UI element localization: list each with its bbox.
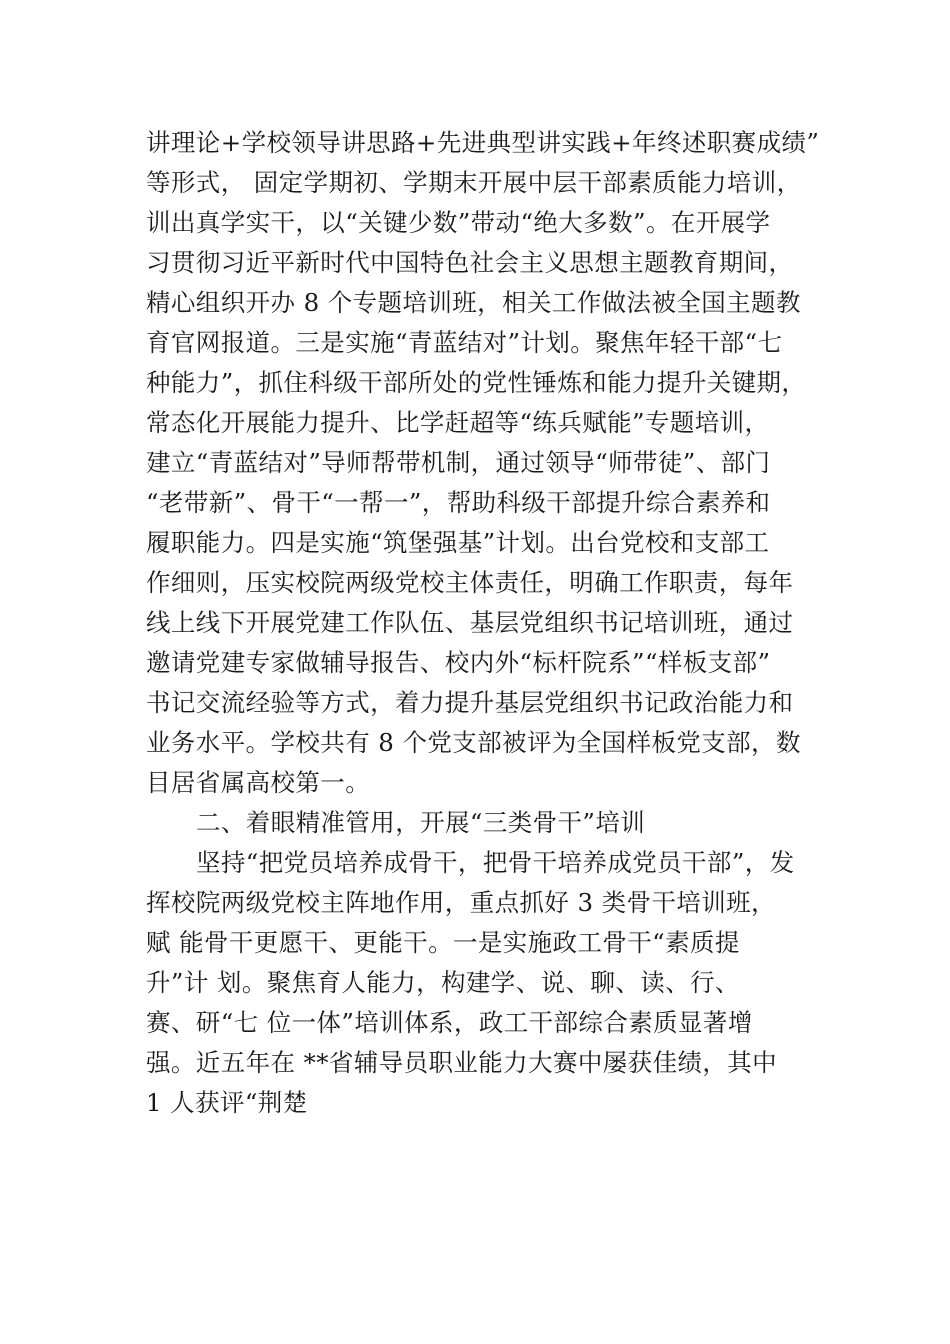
paragraph-line: 常态化开展能力提升、比学赶超等“练兵赋能”专题培训， <box>146 408 770 437</box>
paragraph-line: 目居省属高校第一。 <box>146 768 371 797</box>
paragraph-line: 种能力”，抓住科级干部所处的党性锤炼和能力提升关键期， <box>146 368 807 397</box>
paragraph-line: 挥校院两级党校主阵地作用，重点抓好 3 类骨干培训班， <box>146 888 776 917</box>
paragraph-line: 书记交流经验等方式，着力提升基层党组织书记政治能力和 <box>146 688 794 717</box>
paragraph-line: 业务水平。学校共有 8 个党支部被评为全国样板党支部，数 <box>146 728 801 757</box>
paragraph-line: 履职能力。四是实施“筑堡强基”计划。出台党校和支部工 <box>146 528 770 557</box>
paragraph-line: 精心组织开办 8 个专题培训班，相关工作做法被全国主题教 <box>146 288 801 317</box>
paragraph-line: 赛、研“七 位一体”培训体系，政工干部综合素质显著增 <box>146 1008 753 1037</box>
paragraph-line: 强。近五年在 **省辅导员职业能力大赛中屡获佳绩，其中 <box>146 1048 778 1077</box>
paragraph-line: 育官网报道。三是实施“青蓝结对”计划。聚焦年轻干部“七 <box>146 328 783 357</box>
paragraph-line: 1 人获评“荆楚 <box>146 1088 308 1117</box>
paragraph-line: 训出真学实干，以“关键少数”带动“绝大多数”。在开展学 <box>146 208 771 237</box>
paragraph-line: 讲理论+学校领导讲思路+先进典型讲实践+年终述职赛成绩” <box>146 128 820 157</box>
paragraph-line: 坚持“把党员培养成骨干，把骨干培养成党员干部”，发 <box>196 848 795 877</box>
paragraph-line: 等形式， 固定学期初、学期末开展中层干部素质能力培训， <box>146 168 802 197</box>
paragraph-line: 习贯彻习近平新时代中国特色社会主义思想主题教育期间， <box>146 248 794 277</box>
paragraph-line: 建立“青蓝结对”导师帮带机制，通过领导“师带徒”、部门 <box>146 448 771 477</box>
paragraph-line: 作细则，压实校院两级党校主体责任，明确工作职责，每年 <box>146 568 794 597</box>
paragraph-line: 邀请党建专家做辅导报告、校内外“标杆院系”“样板支部” <box>146 648 771 677</box>
paragraph-line: “老带新”、骨干“一帮一”，帮助科级干部提升综合素养和 <box>146 488 771 517</box>
paragraph-line: 线上线下开展党建工作队伍、基层党组织书记培训班，通过 <box>146 608 794 637</box>
section-heading: 二、着眼精准管用，开展“三类骨干”培训 <box>196 808 646 837</box>
paragraph-line: 赋 能骨干更愿干、更能干。一是实施政工骨干“素质提 <box>146 928 740 957</box>
paragraph-line: 升”计 划。聚焦育人能力，构建学、说、聊、读、行、 <box>146 968 740 997</box>
